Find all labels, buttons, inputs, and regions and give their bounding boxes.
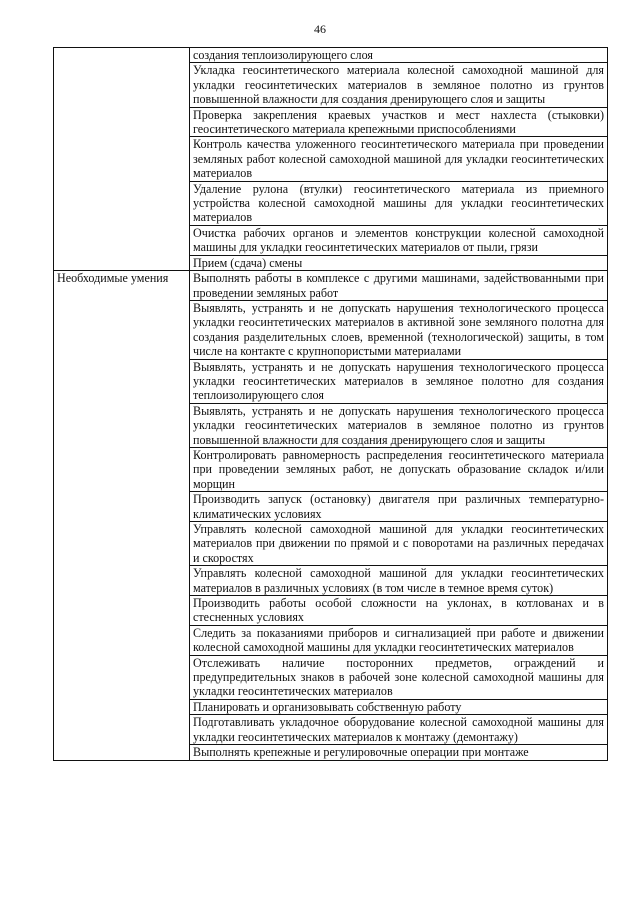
table-cell: Проверка закрепления краевых участков и мест нахлеста (стыковки) геосинтетического материала крепежными приспособлениями: [190, 107, 608, 137]
table-cell: создания теплоизолирующего слоя: [190, 48, 608, 63]
table-cell: Производить запуск (остановку) двигателя при различных температурно-климатических условиях: [190, 492, 608, 522]
table-cell: Производить работы особой сложности на уклонах, в котлованах и в стесненных условиях: [190, 596, 608, 626]
table-cell: Выполнять крепежные и регулировочные операции при монтаже: [190, 745, 608, 760]
table-cell: Выявлять, устранять и не допускать нарушения технологического процесса укладки геосинтетических материалов в земляное полотно для создания теплоизолирующего слоя: [190, 359, 608, 403]
table-cell: Управлять колесной самоходной машиной для укладки геосинтетических материалов в различных условиях (в том числе в темное время суток): [190, 566, 608, 596]
table-cell: Подготавливать укладочное оборудование колесной самоходной машины для укладки геосинтетических материалов к монтажу (демонтажу): [190, 715, 608, 745]
table-cell: Планировать и организовывать собственную работу: [190, 699, 608, 714]
empty-label-cell: [54, 48, 190, 271]
table-cell: Контроль качества уложенного геосинтетического материала при проведении земляных работ колесной самоходной машиной для укладки геосинтетических материалов: [190, 137, 608, 181]
table-cell: Прием (сдача) смены: [190, 255, 608, 270]
table-cell: Управлять колесной самоходной машиной для укладки геосинтетических материалов при движении по прямой и с поворотами на различных передачах и скоростях: [190, 522, 608, 566]
table-cell: Укладка геосинтетического материала колесной самоходной машиной для укладки геосинтетических материалов в земляное полотно из грунтов повышенной влажности для создания дренирующего слоя и защиты: [190, 63, 608, 107]
table-cell: Удаление рулона (втулки) геосинтетического материала из приемного устройства колесной самоходной машины для укладки геосинтетических материалов: [190, 181, 608, 225]
skills-label: Необходимые умения: [54, 271, 190, 760]
table-row: [54, 48, 608, 63]
requirements-table: [53, 47, 608, 761]
table-row: [54, 271, 608, 301]
table-cell: Очистка рабочих органов и элементов конструкции колесной самоходной машины для укладки геосинтетических материалов от пыли, грязи: [190, 225, 608, 255]
table-cell: Выявлять, устранять и не допускать нарушения технологического процесса укладки геосинтетических материалов в земляное полотно из грунтов повышенной влажности для создания дренирующего слоя и защиты: [190, 403, 608, 447]
table-cell: Выявлять, устранять и не допускать нарушения технологического процесса укладки геосинтетических материалов в активной зоне земляного полотна для создания разделительных слоев, временной (технологической) защиты, в том числе на контакте с крупнопористыми материалами: [190, 300, 608, 359]
table-cell: Следить за показаниями приборов и сигнализацией при работе и движении колесной самоходной машины для укладки геосинтетических материалов: [190, 625, 608, 655]
page-number: 46: [314, 22, 326, 36]
table-cell: Выполнять работы в комплексе с другими машинами, задействованными при проведении земляных работ: [190, 271, 608, 301]
table-cell: Контролировать равномерность распределения геосинтетического материала при проведении земляных работ, не допускать образование складок и/или морщин: [190, 447, 608, 491]
table-cell: Отслеживать наличие посторонних предметов, ограждений и предупредительных знаков в рабочей зоне колесной самоходной машины для укладки геосинтетических материалов: [190, 655, 608, 699]
